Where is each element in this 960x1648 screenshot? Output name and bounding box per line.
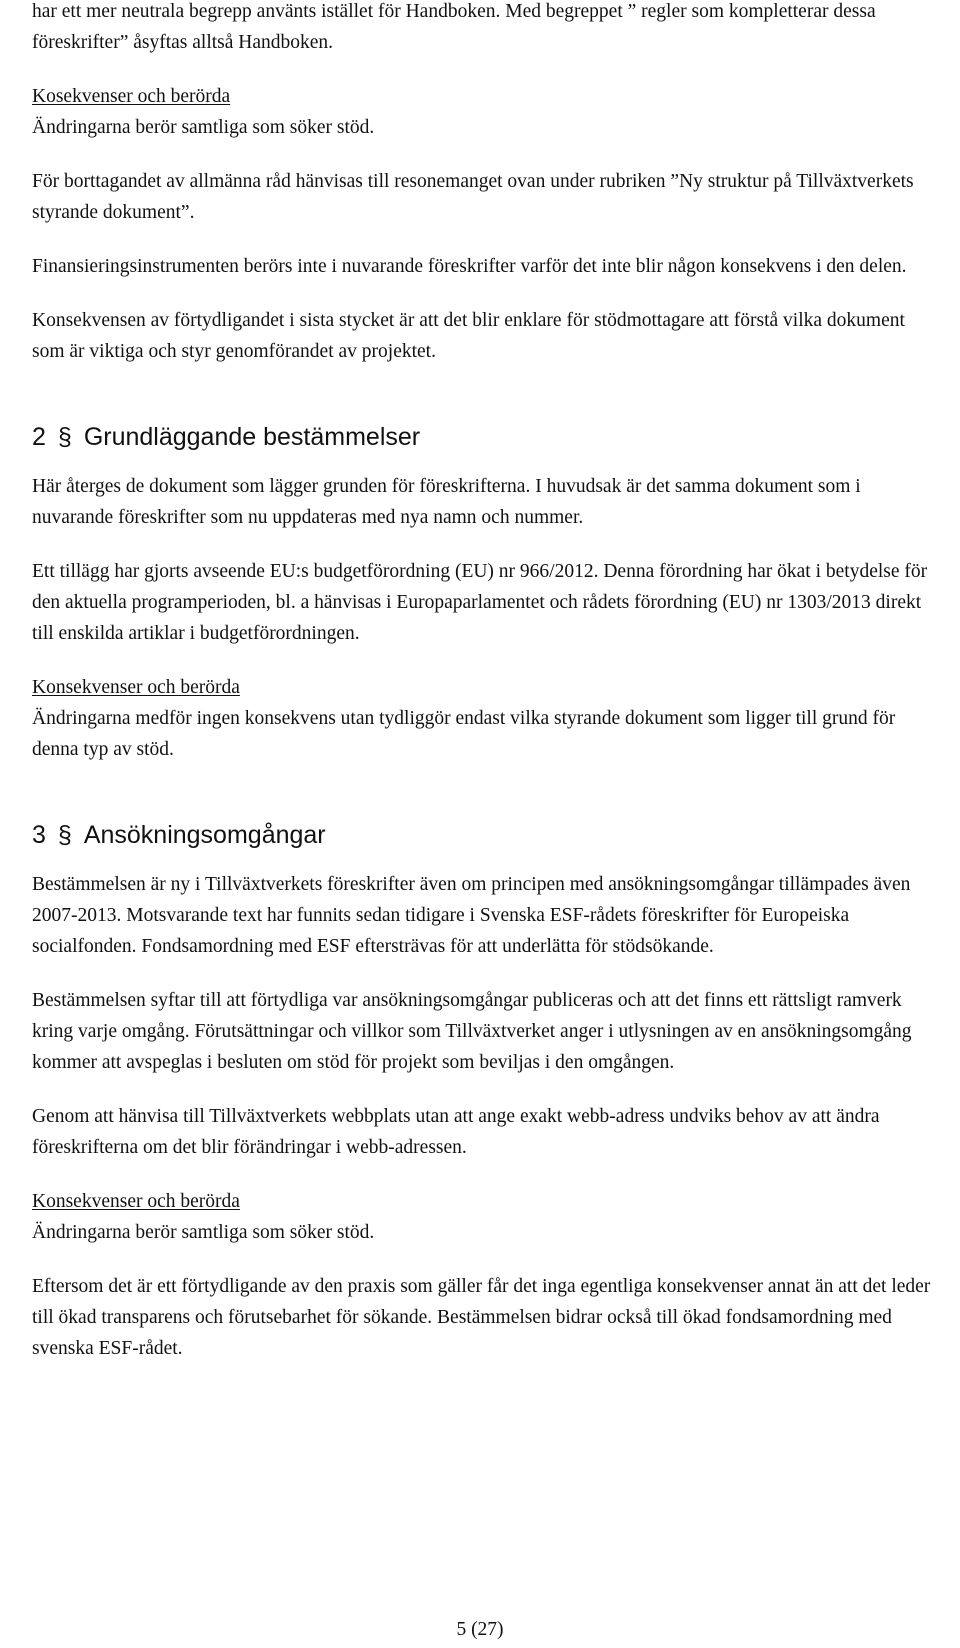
paragraph: Genom att hänvisa till Tillväxtverkets webbplats utan att ange exakt webb-adress undviks behov av att ändra föreskrifterna om det blir förändringar i webb-adressen. <box>32 1106 880 1158</box>
document-page <box>32 0 932 1364</box>
section-sign: § <box>57 423 72 451</box>
subheading-consequences: Konsekvenser och berörda <box>32 677 240 698</box>
paragraph: Ändringarna berör samtliga som söker stöd. <box>32 1222 375 1243</box>
paragraph: Bestämmelsen är ny i Tillväxtverkets föreskrifter även om principen med ansökningsomgångar tillämpades även 2007-2013. Motsvarande text har funnits sedan tidigare i Svenska ESF-rådets föreskrifter för Europeiska socialfonden. Fondsamordning med ESF eftersträvas för att underlätta för stödsökande. <box>32 874 911 957</box>
paragraph: Här återges de dokument som lägger grunden för föreskrifterna. I huvudsak är det samma dokument som i nuvarande föreskrifter som nu uppdateras med nya namn och nummer. <box>32 476 861 528</box>
section-number: 2 <box>32 423 46 451</box>
paragraph: Eftersom det är ett förtydligande av den praxis som gäller får det inga egentliga konsekvenser annat än att det leder till ökad transparens och förutsebarhet för sökande. Bestämmelsen bidrar också till ökad fondsamordning med svenska ESF-rådet. <box>32 1276 931 1359</box>
subheading-consequences: Konsekvenser och berörda <box>32 1191 240 1212</box>
section-title: Ansökningsomgångar <box>83 821 326 849</box>
page-number: 5 (27) <box>456 1619 504 1640</box>
subheading-consequences: Kosekvenser och berörda <box>32 86 231 107</box>
paragraph: har ett mer neutrala begrepp använts istället för Handboken. Med begreppet ” regler som kompletterar dessa föreskrifter” åsyftas alltså Handboken. <box>32 1 876 53</box>
section-heading-3 <box>32 819 932 851</box>
section-title: Grundläggande bestämmelser <box>83 423 421 451</box>
paragraph: För borttagandet av allmänna råd hänvisas till resonemanget ovan under rubriken ”Ny struktur på Tillväxtverkets styrande dokument”. <box>32 171 914 223</box>
paragraph: Finansieringsinstrumenten berörs inte i nuvarande föreskrifter varför det inte blir någon konsekvens i den delen. <box>32 256 907 277</box>
section-heading-2 <box>32 421 932 453</box>
paragraph: Ändringarna medför ingen konsekvens utan tydliggör endast vilka styrande dokument som ligger till grund för denna typ av stöd. <box>32 708 896 760</box>
paragraph: Ändringarna berör samtliga som söker stöd. <box>32 117 375 138</box>
paragraph: Konsekvensen av förtydligandet i sista stycket är att det blir enklare för stödmottagare att förstå vilka dokument som är viktiga och styr genomförandet av projektet. <box>32 310 905 362</box>
paragraph: Bestämmelsen syftar till att förtydliga var ansökningsomgångar publiceras och att det finns ett rättsligt ramverk kring varje omgång. Förutsättningar och villkor som Tillväxtverket anger i utlysningen av en ansökningsomgång kommer att avspeglas i besluten om stöd för projekt som beviljas i den omgången. <box>32 990 912 1073</box>
paragraph: Ett tillägg har gjorts avseende EU:s budgetförordning (EU) nr 966/2012. Denna förordning har ökat i betydelse för den aktuella programperioden, bl. a hänvisas i Europaparlamentet och rådets förordning (EU) nr 1303/2013 direkt till enskilda artiklar i budgetförordningen. <box>32 561 928 644</box>
section-sign: § <box>57 821 72 849</box>
section-number: 3 <box>32 821 46 849</box>
